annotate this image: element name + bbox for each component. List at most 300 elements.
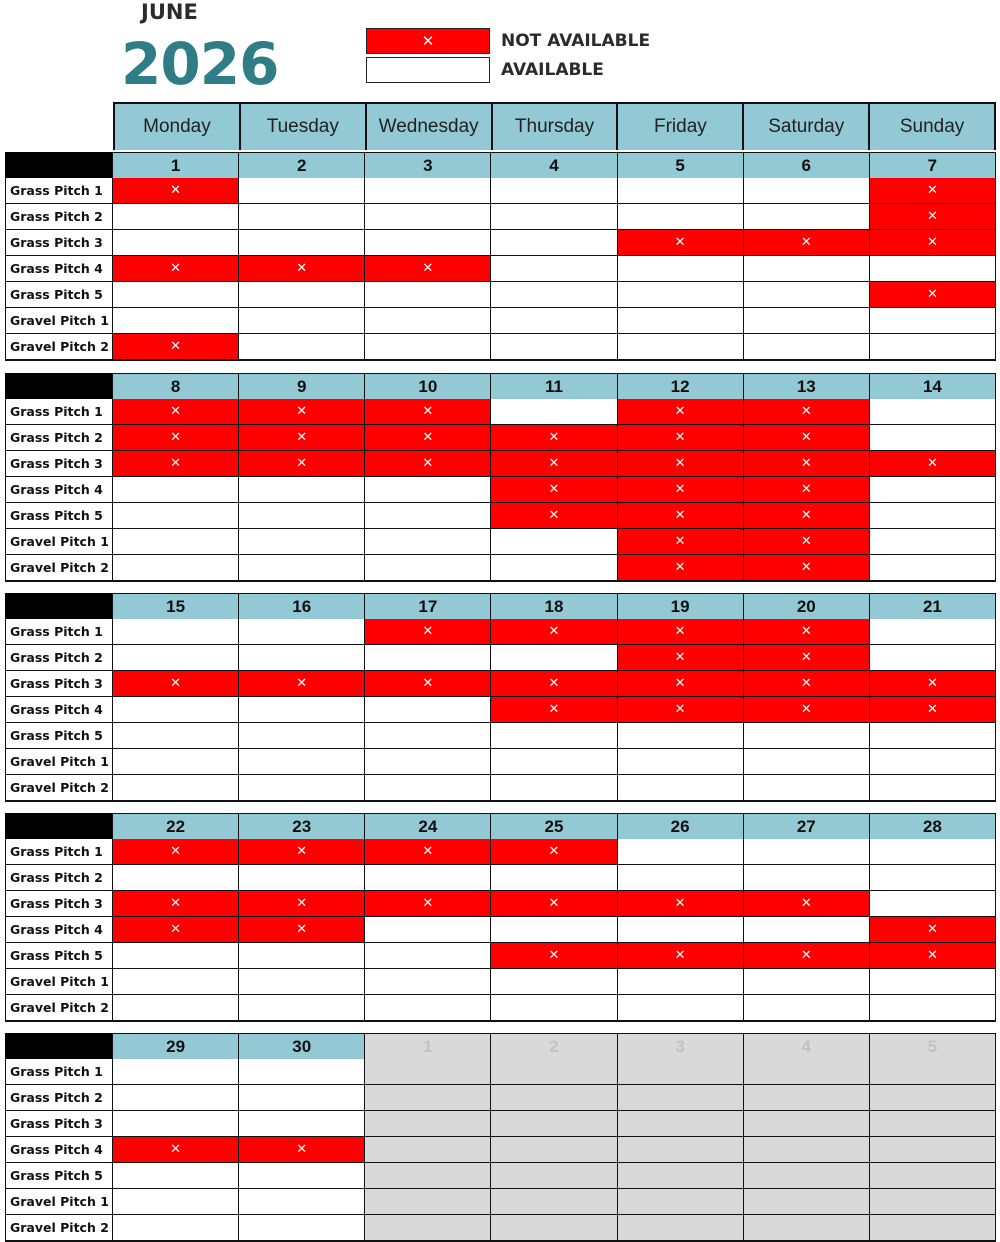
booking-cell[interactable]: [743, 1137, 870, 1163]
booking-cell-not-available[interactable]: [238, 839, 365, 865]
booking-cell[interactable]: [869, 619, 996, 645]
date-cell: 16: [238, 593, 365, 619]
booking-cell[interactable]: [869, 256, 996, 282]
booking-cell[interactable]: [112, 1085, 239, 1111]
week-corner: [5, 593, 113, 619]
booking-cell-not-available[interactable]: [112, 671, 239, 697]
booking-cell[interactable]: [869, 425, 996, 451]
x-mark-icon: ✕: [674, 676, 686, 691]
booking-cell-not-available[interactable]: [617, 943, 744, 969]
booking-cell[interactable]: [743, 282, 870, 308]
x-mark-icon: ✕: [296, 1142, 308, 1157]
booking-cell[interactable]: [238, 619, 365, 645]
booking-cell[interactable]: [238, 282, 365, 308]
booking-cell-not-available[interactable]: [490, 619, 617, 645]
booking-cell-not-available[interactable]: [743, 943, 870, 969]
booking-cell[interactable]: [238, 178, 365, 204]
x-mark-icon: ✕: [296, 922, 308, 937]
booking-cell[interactable]: [743, 723, 870, 749]
booking-cell[interactable]: [238, 1059, 365, 1085]
booking-cell-not-available[interactable]: [869, 917, 996, 943]
booking-cell[interactable]: [112, 749, 239, 775]
booking-cell[interactable]: [112, 1059, 239, 1085]
booking-cell[interactable]: [112, 1189, 239, 1215]
booking-cell-not-available[interactable]: [112, 891, 239, 917]
pitch-label: Grass Pitch 4: [5, 477, 113, 503]
booking-cell[interactable]: [869, 399, 996, 425]
booking-cell-not-available[interactable]: [869, 671, 996, 697]
booking-cell-not-available[interactable]: [490, 451, 617, 477]
booking-cell[interactable]: [364, 969, 491, 995]
booking-cell[interactable]: [238, 865, 365, 891]
booking-cell[interactable]: [743, 1163, 870, 1189]
booking-cell-not-available[interactable]: [617, 399, 744, 425]
booking-cell[interactable]: [364, 749, 491, 775]
booking-cell-not-available[interactable]: [743, 477, 870, 503]
booking-cell[interactable]: [364, 645, 491, 671]
booking-cell[interactable]: [869, 308, 996, 334]
booking-cell[interactable]: [490, 1163, 617, 1189]
booking-cell[interactable]: [364, 917, 491, 943]
booking-cell-not-available[interactable]: [869, 697, 996, 723]
booking-cell-not-available[interactable]: [364, 256, 491, 282]
booking-cell[interactable]: [869, 1085, 996, 1111]
booking-cell[interactable]: [238, 555, 365, 581]
booking-cell[interactable]: [112, 775, 239, 801]
booking-cell[interactable]: [490, 917, 617, 943]
date-cell: 2: [490, 1033, 617, 1059]
pitch-row: [5, 943, 996, 969]
x-mark-icon: ✕: [170, 339, 182, 354]
booking-cell[interactable]: [238, 334, 365, 360]
booking-cell-not-available[interactable]: [364, 399, 491, 425]
pitch-label: Gravel Pitch 2: [5, 334, 113, 360]
x-mark-icon: ✕: [422, 624, 434, 639]
booking-cell[interactable]: [112, 943, 239, 969]
booking-cell[interactable]: [869, 1059, 996, 1085]
booking-cell-not-available[interactable]: [364, 619, 491, 645]
booking-cell[interactable]: [112, 282, 239, 308]
booking-cell[interactable]: [490, 1215, 617, 1241]
x-mark-icon: ✕: [926, 183, 938, 198]
booking-cell[interactable]: [617, 749, 744, 775]
date-cell: 13: [743, 373, 870, 399]
booking-cell[interactable]: [869, 1215, 996, 1241]
booking-cell[interactable]: [112, 995, 239, 1021]
booking-cell[interactable]: [490, 775, 617, 801]
date-cell: 4: [490, 152, 617, 178]
booking-cell[interactable]: [869, 723, 996, 749]
date-cell: 29: [112, 1033, 239, 1059]
booking-cell[interactable]: [743, 1111, 870, 1137]
booking-cell[interactable]: [869, 1111, 996, 1137]
pitch-label: Gravel Pitch 2: [5, 775, 113, 801]
booking-cell[interactable]: [364, 1085, 491, 1111]
x-mark-icon: ✕: [421, 32, 435, 50]
booking-cell[interactable]: [743, 749, 870, 775]
booking-cell[interactable]: [617, 1085, 744, 1111]
booking-cell-not-available[interactable]: [743, 891, 870, 917]
day-header-thursday: Thursday: [493, 104, 619, 150]
booking-cell[interactable]: [743, 334, 870, 360]
booking-cell-not-available[interactable]: [869, 178, 996, 204]
booking-cell[interactable]: [364, 723, 491, 749]
booking-cell[interactable]: [869, 503, 996, 529]
booking-cell[interactable]: [617, 308, 744, 334]
x-mark-icon: ✕: [800, 456, 812, 471]
booking-cell[interactable]: [617, 969, 744, 995]
booking-cell[interactable]: [238, 969, 365, 995]
booking-cell[interactable]: [112, 204, 239, 230]
booking-cell[interactable]: [364, 1215, 491, 1241]
booking-cell[interactable]: [490, 723, 617, 749]
booking-cell[interactable]: [490, 399, 617, 425]
booking-cell[interactable]: [743, 995, 870, 1021]
booking-cell-not-available[interactable]: [490, 425, 617, 451]
booking-cell[interactable]: [617, 1215, 744, 1241]
booking-cell[interactable]: [869, 865, 996, 891]
booking-cell-not-available[interactable]: [112, 917, 239, 943]
booking-cell[interactable]: [743, 1059, 870, 1085]
x-mark-icon: ✕: [296, 430, 308, 445]
pitch-row: [5, 555, 996, 581]
booking-cell[interactable]: [617, 178, 744, 204]
booking-cell[interactable]: [490, 308, 617, 334]
booking-cell[interactable]: [490, 1111, 617, 1137]
booking-cell[interactable]: [112, 619, 239, 645]
booking-cell-not-available[interactable]: [490, 671, 617, 697]
booking-cell-not-available[interactable]: [617, 697, 744, 723]
booking-cell[interactable]: [112, 723, 239, 749]
booking-cell[interactable]: [617, 204, 744, 230]
booking-cell-not-available[interactable]: [869, 204, 996, 230]
pitch-label: Grass Pitch 5: [5, 1163, 113, 1189]
booking-cell[interactable]: [364, 204, 491, 230]
x-mark-icon: ✕: [674, 456, 686, 471]
booking-cell-not-available[interactable]: [112, 334, 239, 360]
booking-cell-not-available[interactable]: [617, 529, 744, 555]
booking-cell-not-available[interactable]: [364, 839, 491, 865]
booking-cell-not-available[interactable]: [869, 451, 996, 477]
booking-cell-not-available[interactable]: [364, 425, 491, 451]
booking-cell[interactable]: [743, 1085, 870, 1111]
booking-cell[interactable]: [238, 1085, 365, 1111]
pitch-row: [5, 1059, 996, 1085]
booking-cell[interactable]: [490, 969, 617, 995]
booking-cell[interactable]: [617, 723, 744, 749]
pitch-label: Grass Pitch 4: [5, 697, 113, 723]
x-mark-icon: ✕: [296, 404, 308, 419]
booking-cell[interactable]: [364, 230, 491, 256]
booking-cell[interactable]: [364, 943, 491, 969]
booking-cell[interactable]: [238, 477, 365, 503]
booking-cell[interactable]: [238, 995, 365, 1021]
booking-cell-not-available[interactable]: [238, 1137, 365, 1163]
booking-cell-not-available[interactable]: [112, 1137, 239, 1163]
booking-cell[interactable]: [112, 969, 239, 995]
booking-cell[interactable]: [490, 204, 617, 230]
booking-cell-not-available[interactable]: [364, 891, 491, 917]
booking-cell[interactable]: [617, 1059, 744, 1085]
booking-cell[interactable]: [869, 1189, 996, 1215]
booking-cell[interactable]: [869, 555, 996, 581]
booking-cell-not-available[interactable]: [743, 503, 870, 529]
booking-cell[interactable]: [364, 308, 491, 334]
booking-cell[interactable]: [743, 204, 870, 230]
booking-cell[interactable]: [238, 775, 365, 801]
date-cell: 20: [743, 593, 870, 619]
week-block: [5, 1033, 996, 1242]
booking-cell[interactable]: [869, 334, 996, 360]
booking-cell[interactable]: [112, 697, 239, 723]
booking-cell-not-available[interactable]: [112, 178, 239, 204]
pitch-label: Grass Pitch 2: [5, 425, 113, 451]
booking-cell-not-available[interactable]: [743, 451, 870, 477]
booking-cell-not-available[interactable]: [238, 399, 365, 425]
booking-cell[interactable]: [112, 503, 239, 529]
booking-cell[interactable]: [364, 555, 491, 581]
booking-cell[interactable]: [617, 775, 744, 801]
day-header-friday: Friday: [618, 104, 744, 150]
booking-cell[interactable]: [112, 230, 239, 256]
pitch-row: [5, 749, 996, 775]
x-mark-icon: ✕: [170, 261, 182, 276]
date-cell: 23: [238, 813, 365, 839]
booking-cell-not-available[interactable]: [617, 230, 744, 256]
booking-cell-not-available[interactable]: [238, 917, 365, 943]
booking-cell[interactable]: [364, 503, 491, 529]
booking-cell-not-available[interactable]: [364, 451, 491, 477]
x-mark-icon: ✕: [422, 404, 434, 419]
booking-cell-not-available[interactable]: [617, 671, 744, 697]
booking-cell[interactable]: [364, 282, 491, 308]
booking-cell[interactable]: [490, 529, 617, 555]
booking-cell[interactable]: [869, 749, 996, 775]
booking-cell[interactable]: [617, 1163, 744, 1189]
booking-cell[interactable]: [238, 204, 365, 230]
booking-cell[interactable]: [869, 995, 996, 1021]
week-corner: [5, 373, 113, 399]
booking-cell[interactable]: [617, 334, 744, 360]
booking-cell[interactable]: [112, 1111, 239, 1137]
booking-cell[interactable]: [490, 230, 617, 256]
booking-cell-not-available[interactable]: [743, 529, 870, 555]
booking-cell[interactable]: [238, 1215, 365, 1241]
booking-cell[interactable]: [112, 529, 239, 555]
booking-cell[interactable]: [364, 1189, 491, 1215]
booking-cell-not-available[interactable]: [238, 425, 365, 451]
booking-cell[interactable]: [364, 178, 491, 204]
booking-cell[interactable]: [364, 775, 491, 801]
booking-cell[interactable]: [238, 1163, 365, 1189]
booking-cell[interactable]: [743, 178, 870, 204]
booking-cell-not-available[interactable]: [490, 839, 617, 865]
booking-cell-not-available[interactable]: [743, 399, 870, 425]
booking-cell[interactable]: [112, 1215, 239, 1241]
booking-cell-not-available[interactable]: [617, 555, 744, 581]
booking-cell[interactable]: [617, 1137, 744, 1163]
x-mark-icon: ✕: [800, 404, 812, 419]
x-mark-icon: ✕: [548, 948, 560, 963]
x-mark-icon: ✕: [800, 650, 812, 665]
booking-cell[interactable]: [238, 529, 365, 555]
booking-cell[interactable]: [112, 1163, 239, 1189]
booking-cell-not-available[interactable]: [490, 477, 617, 503]
booking-cell[interactable]: [490, 749, 617, 775]
booking-cell-not-available[interactable]: [364, 671, 491, 697]
booking-cell-not-available[interactable]: [617, 451, 744, 477]
x-mark-icon: ✕: [422, 430, 434, 445]
booking-cell[interactable]: [364, 995, 491, 1021]
booking-cell[interactable]: [238, 503, 365, 529]
booking-cell[interactable]: [869, 645, 996, 671]
booking-cell[interactable]: [238, 749, 365, 775]
booking-cell[interactable]: [490, 865, 617, 891]
booking-cell-not-available[interactable]: [743, 619, 870, 645]
x-mark-icon: ✕: [170, 896, 182, 911]
booking-cell[interactable]: [743, 1189, 870, 1215]
booking-cell-not-available[interactable]: [112, 451, 239, 477]
date-cell: 12: [617, 373, 744, 399]
booking-cell-not-available[interactable]: [238, 671, 365, 697]
pitch-row: [5, 1215, 996, 1241]
booking-cell[interactable]: [238, 943, 365, 969]
booking-cell-not-available[interactable]: [617, 891, 744, 917]
booking-cell-not-available[interactable]: [490, 891, 617, 917]
booking-cell[interactable]: [364, 529, 491, 555]
booking-cell[interactable]: [490, 334, 617, 360]
booking-cell[interactable]: [869, 891, 996, 917]
booking-cell[interactable]: [617, 995, 744, 1021]
booking-cell-not-available[interactable]: [617, 477, 744, 503]
booking-cell[interactable]: [238, 697, 365, 723]
booking-cell[interactable]: [490, 282, 617, 308]
pitch-label: Grass Pitch 1: [5, 1059, 113, 1085]
booking-cell-not-available[interactable]: [490, 697, 617, 723]
booking-cell-not-available[interactable]: [743, 645, 870, 671]
booking-cell[interactable]: [617, 839, 744, 865]
booking-cell[interactable]: [112, 477, 239, 503]
booking-cell[interactable]: [490, 178, 617, 204]
booking-cell-not-available[interactable]: [743, 230, 870, 256]
date-cell: 3: [617, 1033, 744, 1059]
date-cell: 22: [112, 813, 239, 839]
booking-cell-not-available[interactable]: [238, 451, 365, 477]
booking-cell[interactable]: [364, 477, 491, 503]
pitch-row: [5, 995, 996, 1021]
booking-cell-not-available[interactable]: [112, 425, 239, 451]
booking-cell-not-available[interactable]: [617, 425, 744, 451]
booking-cell[interactable]: [617, 1189, 744, 1215]
booking-cell[interactable]: [490, 1137, 617, 1163]
booking-cell[interactable]: [490, 1189, 617, 1215]
booking-cell-not-available[interactable]: [238, 891, 365, 917]
booking-cell[interactable]: [743, 839, 870, 865]
booking-cell[interactable]: [364, 865, 491, 891]
booking-cell[interactable]: [238, 1189, 365, 1215]
booking-cell[interactable]: [617, 865, 744, 891]
booking-cell-not-available[interactable]: [743, 697, 870, 723]
booking-cell[interactable]: [364, 697, 491, 723]
booking-cell-not-available[interactable]: [112, 399, 239, 425]
booking-cell[interactable]: [238, 645, 365, 671]
date-cell: 3: [364, 152, 491, 178]
booking-cell[interactable]: [490, 1059, 617, 1085]
booking-cell-not-available[interactable]: [490, 503, 617, 529]
booking-cell-not-available[interactable]: [617, 619, 744, 645]
booking-cell-not-available[interactable]: [490, 943, 617, 969]
booking-cell[interactable]: [364, 1163, 491, 1189]
pitch-label: Gravel Pitch 1: [5, 308, 113, 334]
booking-cell[interactable]: [112, 865, 239, 891]
booking-cell[interactable]: [617, 282, 744, 308]
booking-cell-not-available[interactable]: [743, 425, 870, 451]
booking-cell-not-available[interactable]: [743, 671, 870, 697]
booking-cell[interactable]: [238, 230, 365, 256]
booking-cell[interactable]: [869, 839, 996, 865]
booking-cell[interactable]: [743, 865, 870, 891]
x-mark-icon: ✕: [296, 456, 308, 471]
booking-cell[interactable]: [869, 969, 996, 995]
booking-cell[interactable]: [617, 1111, 744, 1137]
booking-cell[interactable]: [617, 256, 744, 282]
booking-cell-not-available[interactable]: [617, 503, 744, 529]
booking-cell[interactable]: [743, 256, 870, 282]
booking-cell[interactable]: [364, 1059, 491, 1085]
booking-cell[interactable]: [869, 1163, 996, 1189]
booking-cell-not-available[interactable]: [743, 555, 870, 581]
booking-cell-not-available[interactable]: [869, 282, 996, 308]
pitch-label: Grass Pitch 4: [5, 256, 113, 282]
booking-cell[interactable]: [490, 256, 617, 282]
booking-cell[interactable]: [238, 308, 365, 334]
booking-cell[interactable]: [617, 917, 744, 943]
booking-cell[interactable]: [238, 723, 365, 749]
booking-cell[interactable]: [112, 645, 239, 671]
booking-cell[interactable]: [112, 308, 239, 334]
booking-cell[interactable]: [869, 477, 996, 503]
booking-cell[interactable]: [490, 1085, 617, 1111]
booking-cell[interactable]: [869, 1137, 996, 1163]
booking-cell[interactable]: [238, 1111, 365, 1137]
x-mark-icon: ✕: [800, 702, 812, 717]
booking-cell[interactable]: [364, 334, 491, 360]
x-mark-icon: ✕: [800, 508, 812, 523]
booking-cell[interactable]: [490, 995, 617, 1021]
x-mark-icon: ✕: [422, 676, 434, 691]
booking-cell[interactable]: [743, 917, 870, 943]
booking-cell[interactable]: [112, 555, 239, 581]
booking-cell-not-available[interactable]: [869, 230, 996, 256]
booking-cell-not-available[interactable]: [112, 256, 239, 282]
booking-cell[interactable]: [743, 969, 870, 995]
booking-cell-not-available[interactable]: [238, 256, 365, 282]
booking-cell-not-available[interactable]: [617, 645, 744, 671]
booking-cell[interactable]: [490, 555, 617, 581]
booking-cell[interactable]: [743, 1215, 870, 1241]
booking-cell[interactable]: [869, 529, 996, 555]
booking-cell[interactable]: [364, 1111, 491, 1137]
x-mark-icon: ✕: [674, 430, 686, 445]
booking-cell[interactable]: [869, 775, 996, 801]
booking-cell[interactable]: [364, 1137, 491, 1163]
x-mark-icon: ✕: [926, 922, 938, 937]
booking-cell[interactable]: [490, 645, 617, 671]
booking-cell-not-available[interactable]: [869, 943, 996, 969]
booking-cell[interactable]: [743, 775, 870, 801]
booking-cell-not-available[interactable]: [112, 839, 239, 865]
booking-cell[interactable]: [743, 308, 870, 334]
